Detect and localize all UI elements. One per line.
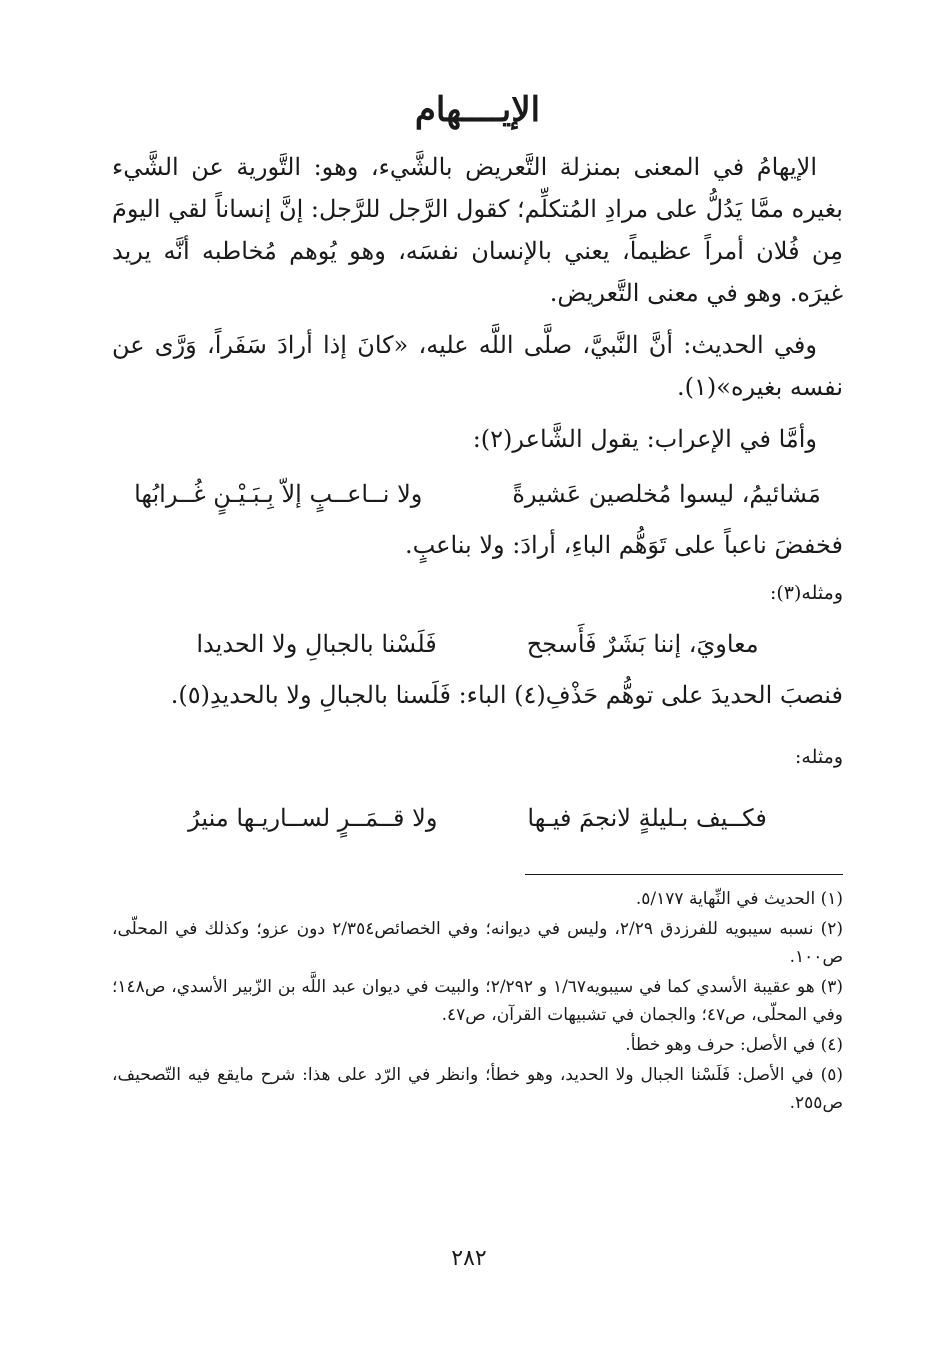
paragraph-explanation-1: فخفضَ ناعباً على تَوَهُّم الباءِ، أرادَ: ولا بناعبٍ. (404, 531, 843, 560)
paragraph-irab-intro: وأمَّا في الإعراب: يقول الشَّاعر(٢): (472, 425, 817, 454)
paragraph-hadith: وفي الحديث: أنَّ النَّبيَّ، صلَّى اللَّه عليه، «كانَ إذا أرادَ سَفَراً، وَرَّى عن نفسه بغيره»(١). (112, 331, 843, 402)
label-example-1: ومثله(٣): (769, 582, 843, 605)
footnote-4: (٤) في الأصل: حرف وهو خطأ. (625, 1035, 843, 1056)
verse-2-second-hemistich: فَلَسْنا بالجبالِ ولا الحديدا (196, 630, 437, 659)
page-number: ٢٨٢ (451, 1246, 487, 1271)
footnotes-list (112, 885, 843, 1117)
verse-2 (112, 622, 843, 666)
verse-3 (112, 796, 843, 840)
verse-1-first-hemistich: مَشائيمُ، ليسوا مُخلصين عَشيرةً (512, 480, 821, 509)
verse-3-first-hemistich: فكــيف بـليلةٍ لانجمَ فيـها (527, 804, 767, 833)
paragraph-definition: الإيهامُ في المعنى بمنزلة التَّعريض بالشَّيء، وهو: التَّورية عن الشَّيء بغيره ممَّا يَدُلُّ على مرادِ المُتكلِّم؛ كقول الرَّجل للرَّجل: إنَّ إنساناً لقي اليومَ مِن فُلان أمراً عظيماً، يعني بالإنسان نفسَه، وهو يُوهم مُخاطبه أنَّه يريد غيرَه. وهو في معنى التَّعريض. (112, 153, 843, 308)
verse-3-second-hemistich: ولا قــمَــرٍ لســاريـها منيرُ (188, 804, 438, 833)
footnote-2: (٢) نسبه سيبويه للفرزدق ٢/٢٩، وليس في ديوانه؛ وفي الخصائص٢/٣٥٤ دون عزو؛ وكذلك في المحلّى، ص١٠٠. (112, 919, 844, 968)
footnote-divider (525, 874, 843, 875)
footnote-3: (٣) هو عقيبة الأسدي كما في سيبويه١/٦٧ و ٢/٢٩٢؛ والبيت في ديوان عبد اللَّه بن الزّبير الأسدي، ص١٤٨؛ وفي المحلّى، ص٤٧؛ والجمان في تشبيهات القرآن، ص٤٧. (112, 977, 843, 1026)
footnote-1: (١) الحديث في النِّهاية ٥/١٧٧. (635, 889, 843, 910)
verse-1 (112, 472, 843, 516)
page-title: الإيــــهام (414, 90, 541, 130)
verse-1-second-hemistich: ولا نــاعــبٍ إلاّ بِـبَـيْـنٍ غُــرابُها (134, 480, 423, 509)
label-example-2: ومثله: (795, 746, 843, 769)
paragraph-explanation-2: فنصبَ الحديدَ على توهُّم حَذْفِ(٤) الباء: فَلَسنا بالجبالِ ولا بالحديدِ(٥). (170, 681, 843, 710)
verse-2-first-hemistich: معاويَ، إننا بَشَرٌ فَأَسجح (526, 630, 759, 659)
footnote-5: (٥) في الأصل: فَلَسْنا الجبال ولا الحديد، وهو خطأ؛ وانظر في الرّد على هذا: شرح مايقع فيه التّصحيف، ص٢٥٥. (112, 1065, 843, 1114)
